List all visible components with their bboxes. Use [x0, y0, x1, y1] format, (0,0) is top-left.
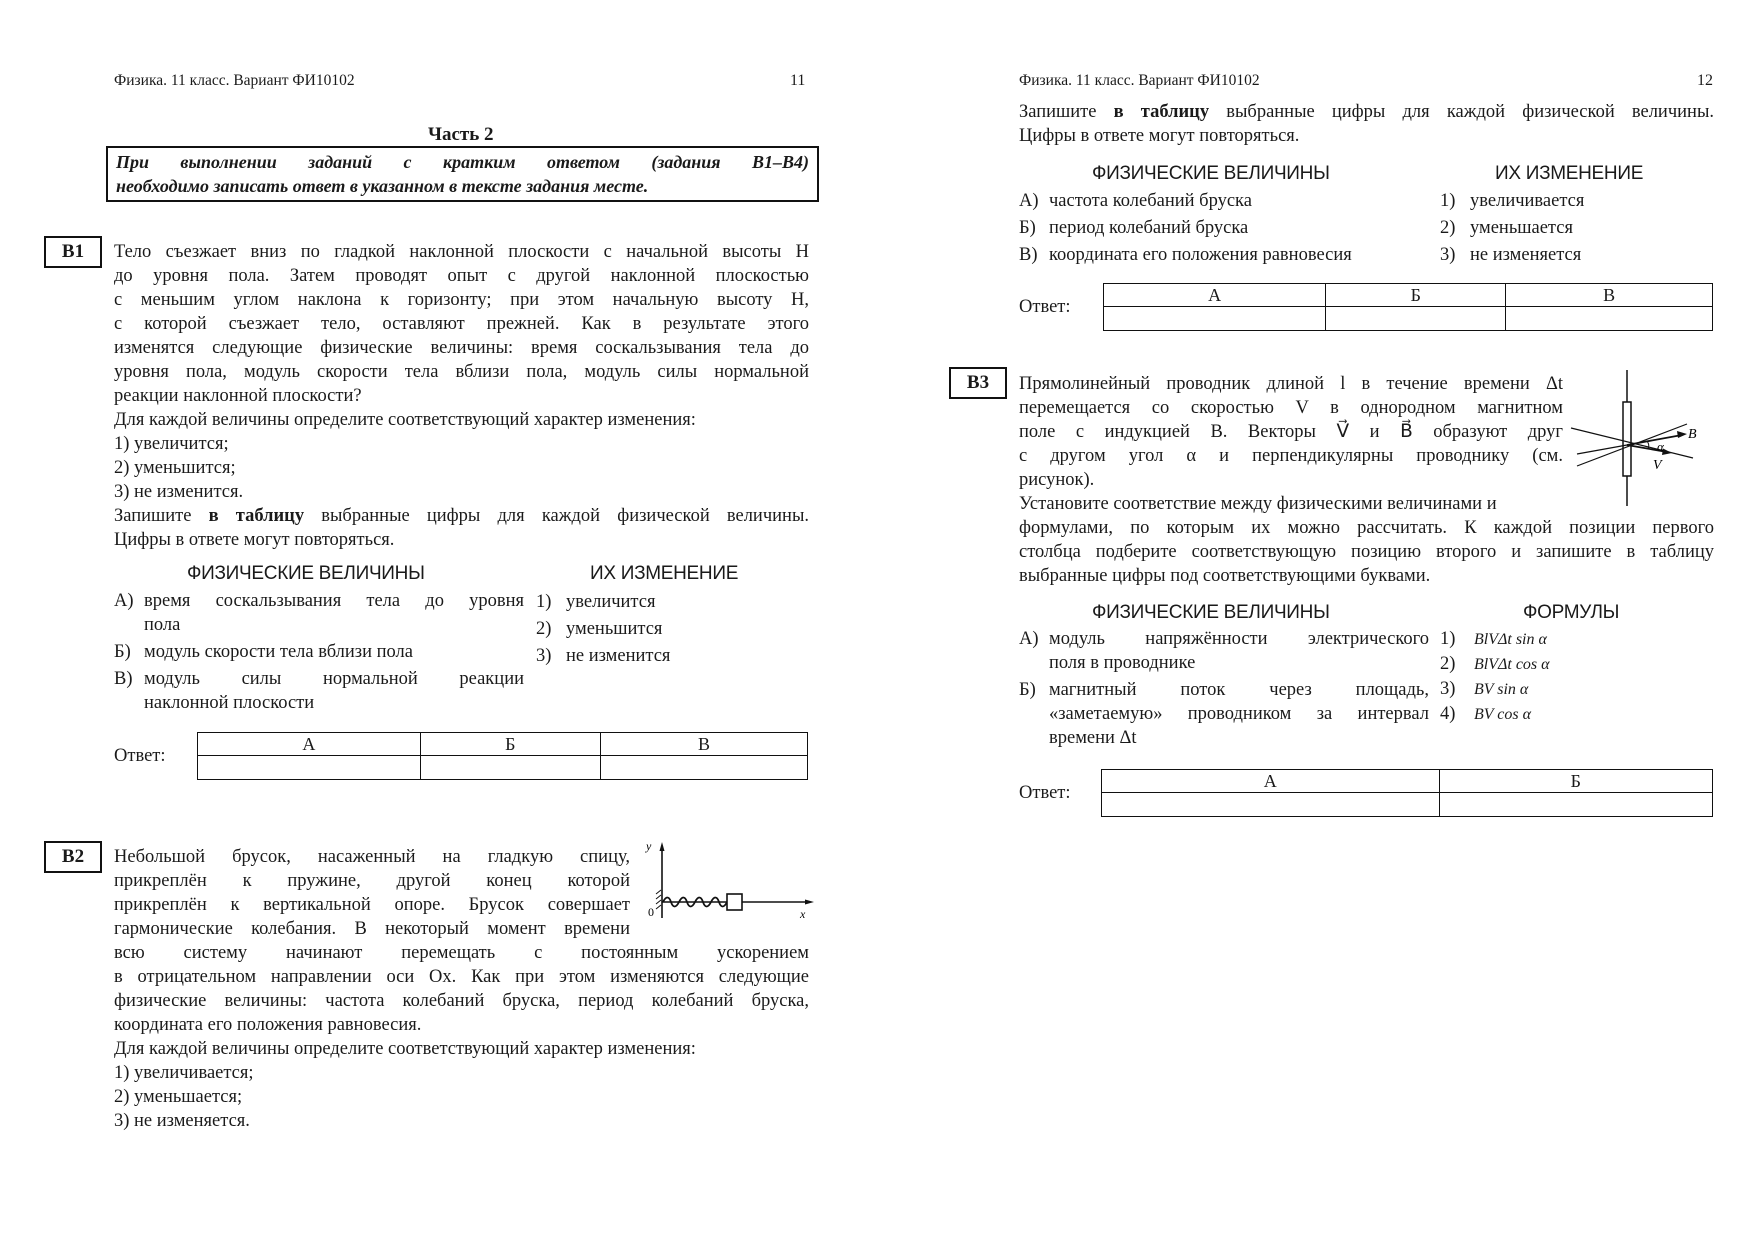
item-text: частота колебаний бруска	[1049, 191, 1252, 211]
b2-instruction: Для каждой величины определите соответствующий характер изменения:	[114, 1039, 696, 1059]
notice-line-1: При выполнении заданий с кратким ответом (задания B1–B4)	[116, 152, 809, 172]
item-text: наклонной плоскости	[144, 693, 315, 713]
b2-answer-table	[1103, 283, 1713, 331]
answer-cell-b[interactable]	[1439, 793, 1712, 817]
b1-quantity-b	[114, 640, 524, 664]
b3-col-right-header: ФОРМУЛЫ	[1523, 602, 1620, 623]
answer-cell-b[interactable]	[420, 756, 600, 780]
item-text: не изменится	[566, 646, 671, 666]
b1-table-note-2: Цифры в ответе могут повторяться.	[114, 530, 395, 550]
b1-answer-label: Ответ:	[114, 746, 166, 766]
table-note	[1019, 100, 1714, 124]
b2-text-wide	[114, 941, 809, 1133]
b2-line: гармонические колебания. В некоторый момент времени	[114, 919, 630, 939]
item-text: времени Δt	[1049, 728, 1137, 748]
item-text: модуль скорости тела вблизи пола	[144, 642, 413, 662]
task-label-b1: B1	[44, 236, 102, 268]
item-key: В)	[1019, 245, 1038, 265]
b3-line: перемещается со скоростью V в однородном магнитном	[1019, 398, 1563, 418]
item-text: пола	[144, 615, 181, 635]
answer-col-header: А	[1102, 770, 1440, 793]
b3-line: Прямолинейный проводник длиной l в течение времени Δt	[1019, 374, 1563, 394]
item-text: период колебаний бруска	[1049, 218, 1249, 238]
b2-quantities	[1019, 188, 1352, 269]
b3-line: поле с индукцией B. Векторы V⃗ и B⃗ образуют друг	[1019, 422, 1563, 442]
b3-line: формулами, по которым их можно рассчитать. К каждой позиции первого	[1019, 518, 1714, 538]
task-label-b2: B2	[44, 841, 102, 873]
b3-text-narrow	[1019, 372, 1563, 516]
b1-line: с меньшим углом наклона к горизонту; при этом начальную высоту H,	[114, 290, 809, 310]
note-bold: в таблицу	[208, 506, 305, 526]
item-key: 2)	[1440, 654, 1456, 674]
b1-line: Тело съезжает вниз по гладкой наклонной плоскости с начальной высоты H	[114, 242, 809, 262]
item-key: 1)	[1440, 191, 1456, 211]
b1-col-right-header: ИХ ИЗМЕНЕНИЕ	[590, 563, 739, 584]
b1-line: реакции наклонной плоскости?	[114, 386, 362, 406]
answer-cell-c[interactable]	[601, 756, 808, 780]
item-text: координата его положения равновесия	[1049, 245, 1352, 265]
b3-quantity-b	[1019, 678, 1429, 750]
answer-cell-b[interactable]	[1326, 307, 1506, 331]
page-number: 12	[1697, 72, 1713, 89]
b3-formula-4	[1440, 702, 1550, 727]
note-text: Запишите	[1019, 102, 1114, 122]
answer-cell-c[interactable]	[1506, 307, 1713, 331]
b1-text	[114, 240, 809, 552]
answer-col-header: В	[601, 733, 808, 756]
page-number: 11	[790, 72, 806, 89]
answer-col-header: Б	[420, 733, 600, 756]
conductor-vectors-figure-icon	[1567, 368, 1717, 508]
formula-text: BlVΔt cos α	[1474, 656, 1550, 673]
b2-line: всю систему начинают перемещать с постоянным ускорением	[114, 943, 809, 963]
item-key: 1)	[1440, 629, 1456, 649]
item-text: время соскальзывания тела до уровня	[144, 591, 524, 611]
b1-line: с которой съезжает тело, оставляют прежней. Как в результате этого	[114, 314, 809, 334]
b1-change-1	[536, 589, 670, 616]
answer-col-header: А	[198, 733, 421, 756]
b2-cont-note	[1019, 100, 1714, 148]
item-text: модуль напряжённости электрического	[1049, 629, 1429, 649]
conductor-diagram	[1567, 368, 1717, 508]
formula-text: BlVΔt sin α	[1474, 631, 1547, 648]
note-text: выбранные цифры для каждой физической величины.	[1209, 102, 1714, 122]
item-text: уменьшится	[566, 619, 663, 639]
b2-col-left-header: ФИЗИЧЕСКИЕ ВЕЛИЧИНЫ	[1092, 163, 1330, 184]
b1-option: 2) уменьшится;	[114, 458, 236, 478]
b2-changes	[1440, 188, 1584, 269]
b2-answer-label: Ответ:	[1019, 297, 1071, 317]
b1-quantity-a	[114, 589, 524, 637]
notice-line-2: необходимо записать ответ в указанном в тексте задания месте.	[116, 176, 649, 196]
table-note-2: Цифры в ответе могут повторяться.	[1019, 126, 1300, 146]
b3-quantities	[1019, 627, 1429, 750]
b1-line: до уровня пола. Затем проводят опыт с другой наклонной плоскостью	[114, 266, 809, 286]
item-key: Б)	[1019, 218, 1036, 238]
b2-quantity-c	[1019, 242, 1352, 269]
b3-quantity-a	[1019, 627, 1429, 675]
b2-quantity-a	[1019, 188, 1352, 215]
page-header: Физика. 11 класс. Вариант ФИ10102	[114, 72, 355, 89]
note-text: выбранные цифры для каждой физической величины.	[304, 506, 809, 526]
b3-answer-table	[1101, 769, 1713, 817]
b3-line: выбранные цифры под соответствующими буквами.	[1019, 566, 1431, 586]
b1-quantities	[114, 589, 524, 715]
b1-quantity-c	[114, 667, 524, 715]
answer-cell-a[interactable]	[198, 756, 421, 780]
b1-change-2	[536, 616, 670, 643]
answer-col-header: В	[1506, 284, 1713, 307]
b2-change-2	[1440, 215, 1584, 242]
item-key: 1)	[536, 592, 552, 612]
b3-formula-1	[1440, 627, 1550, 652]
task-label-b3: B3	[949, 367, 1007, 399]
note-bold: в таблицу	[1113, 102, 1210, 122]
b1-answer-table	[197, 732, 808, 780]
vector-b-label: B⃗	[1688, 427, 1708, 442]
item-text: не изменяется	[1470, 245, 1582, 265]
b2-line: физические величины: частота колебаний бруска, период колебаний бруска,	[114, 991, 809, 1011]
spring-block-figure-icon	[640, 838, 820, 928]
b2-line: прикреплён к пружине, другой конец которой	[114, 871, 630, 891]
answer-cell-a[interactable]	[1104, 307, 1326, 331]
b2-option: 3) не изменяется.	[114, 1111, 250, 1131]
b3-formulas	[1440, 627, 1550, 727]
answer-col-header: Б	[1439, 770, 1712, 793]
b2-line: в отрицательном направлении оси Ox. Как при этом изменяются следующие	[114, 967, 809, 987]
page-12	[877, 0, 1754, 1239]
item-key: 3)	[1440, 245, 1456, 265]
b3-formula-3	[1440, 677, 1550, 702]
note-text: Запишите	[114, 506, 209, 526]
origin-label: 0	[648, 905, 654, 919]
b1-option: 1) увеличится;	[114, 434, 229, 454]
item-key: А)	[114, 591, 134, 611]
b3-col-left-header: ФИЗИЧЕСКИЕ ВЕЛИЧИНЫ	[1092, 602, 1330, 623]
b2-change-3	[1440, 242, 1584, 269]
b3-formula-2	[1440, 652, 1550, 677]
b3-answer-label: Ответ:	[1019, 783, 1071, 803]
formula-text: BV sin α	[1474, 681, 1529, 698]
b1-option: 3) не изменится.	[114, 482, 244, 502]
item-key: Б)	[114, 642, 131, 662]
item-text: уменьшается	[1470, 218, 1573, 238]
b2-quantity-b	[1019, 215, 1352, 242]
b1-changes	[536, 589, 670, 670]
b3-line: Установите соответствие между физическими величинами и	[1019, 494, 1497, 514]
formula-text: BV cos α	[1474, 706, 1531, 723]
b1-table-note	[114, 504, 809, 528]
item-text: модуль силы нормальной реакции	[144, 669, 524, 689]
item-text: магнитный поток через площадь,	[1049, 680, 1429, 700]
item-text: увеличится	[566, 592, 656, 612]
answer-col-header: А	[1104, 284, 1326, 307]
vector-v-label: V⃗	[1653, 458, 1673, 473]
part-title: Часть 2	[428, 124, 494, 145]
b2-option: 2) уменьшается;	[114, 1087, 243, 1107]
item-key: 2)	[1440, 218, 1456, 238]
b2-text-narrow	[114, 845, 630, 941]
b3-line: столбца подберите соответствующую позицию второго и запишите в таблицу	[1019, 542, 1714, 562]
b2-line: прикреплён к вертикальной опоре. Брусок совершает	[114, 895, 630, 915]
b2-change-1	[1440, 188, 1584, 215]
item-key: А)	[1019, 629, 1039, 649]
item-text: увеличивается	[1470, 191, 1585, 211]
b1-change-3	[536, 643, 670, 670]
b2-line: Небольшой брусок, насаженный на гладкую спицу,	[114, 847, 630, 867]
item-text: поля в проводнике	[1049, 653, 1196, 673]
answer-col-header: Б	[1326, 284, 1506, 307]
instruction-notice	[106, 146, 819, 202]
item-key: 3)	[536, 646, 552, 666]
b2-col-right-header: ИХ ИЗМЕНЕНИЕ	[1495, 163, 1644, 184]
item-key: 3)	[1440, 679, 1456, 699]
item-key: А)	[1019, 191, 1039, 211]
b1-line: уровня пола, модуль скорости тела вблизи пола, модуль силы нормальной	[114, 362, 809, 382]
item-text: «заметаемую» проводником за интервал	[1049, 704, 1429, 724]
page-header: Физика. 11 класс. Вариант ФИ10102	[1019, 72, 1260, 89]
b2-option: 1) увеличивается;	[114, 1063, 254, 1083]
b3-line: рисунок).	[1019, 470, 1095, 490]
b2-line: координата его положения равновесия.	[114, 1015, 422, 1035]
b1-line: изменятся следующие физические величины: время соскальзывания тела до	[114, 338, 809, 358]
axis-x-label: x	[800, 907, 806, 921]
answer-cell-a[interactable]	[1102, 793, 1440, 817]
item-key: В)	[114, 669, 133, 689]
b1-instruction: Для каждой величины определите соответствующий характер изменения:	[114, 410, 696, 430]
b1-col-left-header: ФИЗИЧЕСКИЕ ВЕЛИЧИНЫ	[187, 563, 425, 584]
angle-label: α	[1657, 439, 1664, 454]
spring-diagram	[640, 838, 820, 928]
item-key: 4)	[1440, 704, 1456, 724]
axis-y-label: y	[646, 839, 652, 853]
b3-line: с другом угол α и перпендикулярны проводнику (см.	[1019, 446, 1563, 466]
item-key: Б)	[1019, 680, 1036, 700]
item-key: 2)	[536, 619, 552, 639]
b3-text-wide	[1019, 516, 1714, 588]
